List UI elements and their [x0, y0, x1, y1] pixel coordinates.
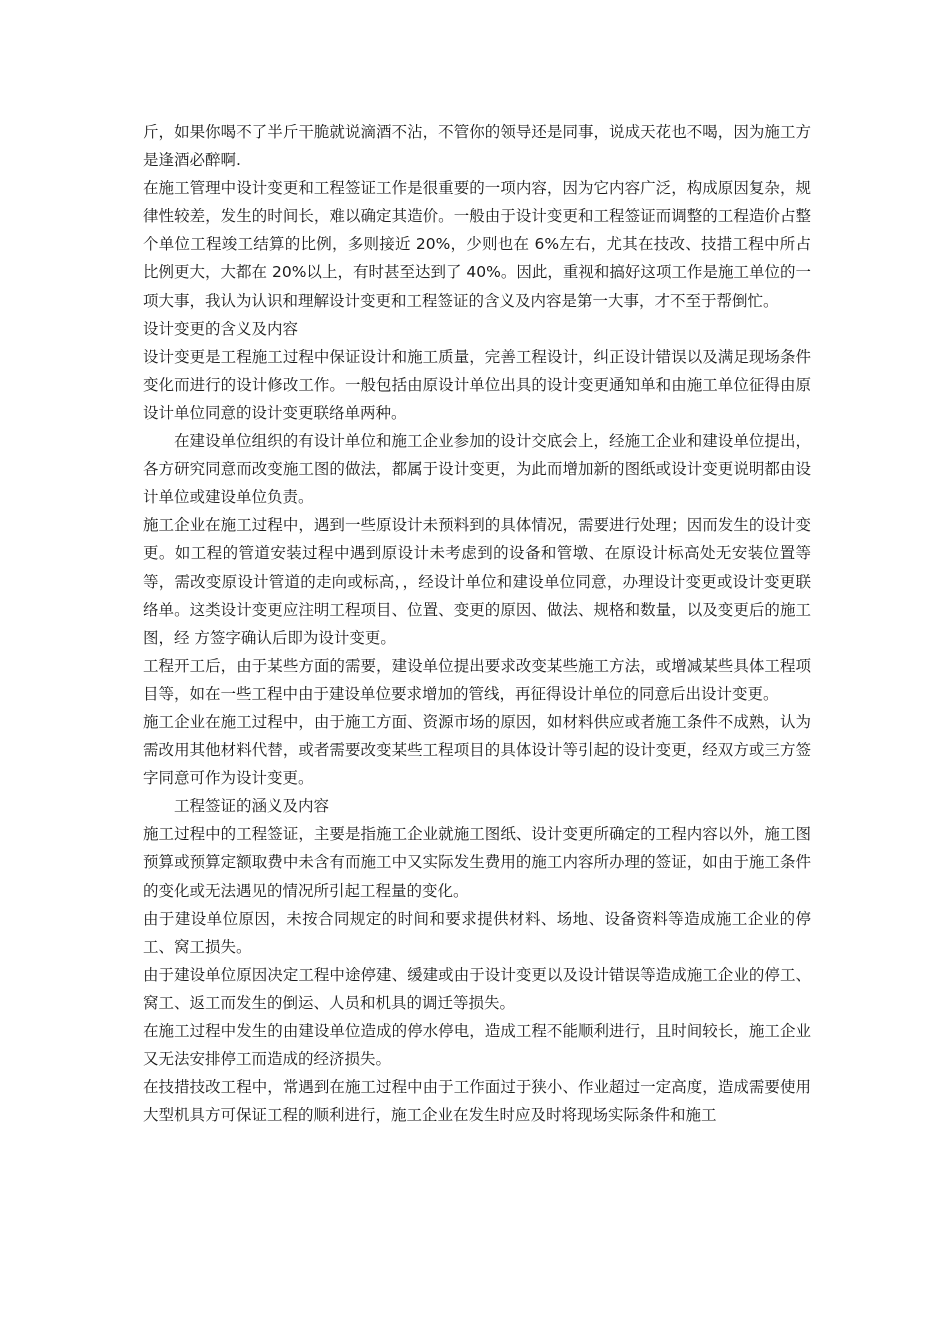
section-heading-design-change: 设计变更的含义及内容	[143, 319, 299, 338]
document-body	[143, 118, 811, 1129]
paragraph: 在建设单位组织的有设计单位和施工企业参加的设计交底会上，经施工企业和建设单位提出，各方研究同意而改变施工图的做法，都属于设计变更，为此而增加新的图纸或设计变更说明都由设计单位或建设单位负责。	[143, 432, 811, 507]
paragraph: 在技措技改工程中，常遇到在施工过程中由于工作面过于狭小、作业超过一定高度，造成需要使用大型机具方可保证工程的顺利进行，施工企业在发生时应及时将现场实际条件和施工	[143, 1078, 811, 1125]
paragraph: 在施工过程中发生的由建设单位造成的停水停电，造成工程不能顺利进行，且时间较长，施工企业又无法安排停工而造成的经济损失。	[143, 1022, 811, 1069]
paragraph: 斤，如果你喝不了半斤干脆就说滴酒不沾，不管你的领导还是同事，说成天花也不喝，因为施工方是逢酒必醉啊.	[143, 123, 811, 170]
paragraph: 工程开工后，由于某些方面的需要，建设单位提出要求改变某些施工方法，或增减某些具体工程项目等，如在一些工程中由于建设单位要求增加的管线，再征得设计单位的同意后出设计变更。	[143, 656, 811, 703]
paragraph: 施工过程中的工程签证，主要是指施工企业就施工图纸、设计变更所确定的工程内容以外，施工图预算或预算定额取费中未含有而施工中又实际发生费用的施工内容所办理的签证，如由于施工条件的变化或无法遇见的情况所引起工程量的变化。	[143, 825, 811, 900]
paragraph: 施工企业在施工过程中，由于施工方面、资源市场的原因，如材料供应或者施工条件不成熟，认为需改用其他材料代替，或者需要改变某些工程项目的具体设计等引起的设计变更，经双方或三方签字同意可作为设计变更。	[143, 712, 811, 788]
paragraph: 由于建设单位原因，未按合同规定的时间和要求提供材料、场地、设备资料等造成施工企业的停工、窝工损失。	[143, 909, 811, 956]
paragraph: 在施工管理中设计变更和工程签证工作是很重要的一项内容，因为它内容广泛，构成原因复杂，规律性较差，发生的时间长，难以确定其造价。一般由于设计变更和工程签证而调整的工程造价占整个单位工程竣工结算的比例，多则接近 20%，少则也在 6%左右，尤其在技改、技措工程中所占比例更大，大都在 20%以上，有时甚至达到了 40%。因此，重视和搞好这项工作是施工单位的一项大事，我认为认识和理解设计变更和工程签证的含义及内容是第一大事，才不至于帮倒忙。	[143, 179, 811, 310]
paragraph: 由于建设单位原因决定工程中途停建、缓建或由于设计变更以及设计错误等造成施工企业的停工、窝工、返工而发生的倒运、人员和机具的调迁等损失。	[143, 965, 811, 1012]
paragraph: 设计变更是工程施工过程中保证设计和施工质量，完善工程设计，纠正设计错误以及满足现场条件变化而进行的设计修改工作。一般包括由原设计单位出具的设计变更通知单和由施工单位征得由原设计单位同意的设计变更联络单两种。	[143, 347, 811, 422]
section-heading-site-visa: 工程签证的涵义及内容	[174, 797, 330, 816]
paragraph: 施工企业在施工过程中，遇到一些原设计未预料到的具体情况，需要进行处理；因而发生的设计变更。如工程的管道安装过程中遇到原设计未考虑到的设备和管墩、在原设计标高处无安装位置等等，需改变原设计管道的走向或标高，，经设计单位和建设单位同意，办理设计变更或设计变更联络单。这类设计变更应注明工程项目、位置、变更的原因、做法、规格和数量，以及变更后的施工图，经 方签字确认后即为设计变更。	[143, 516, 811, 647]
